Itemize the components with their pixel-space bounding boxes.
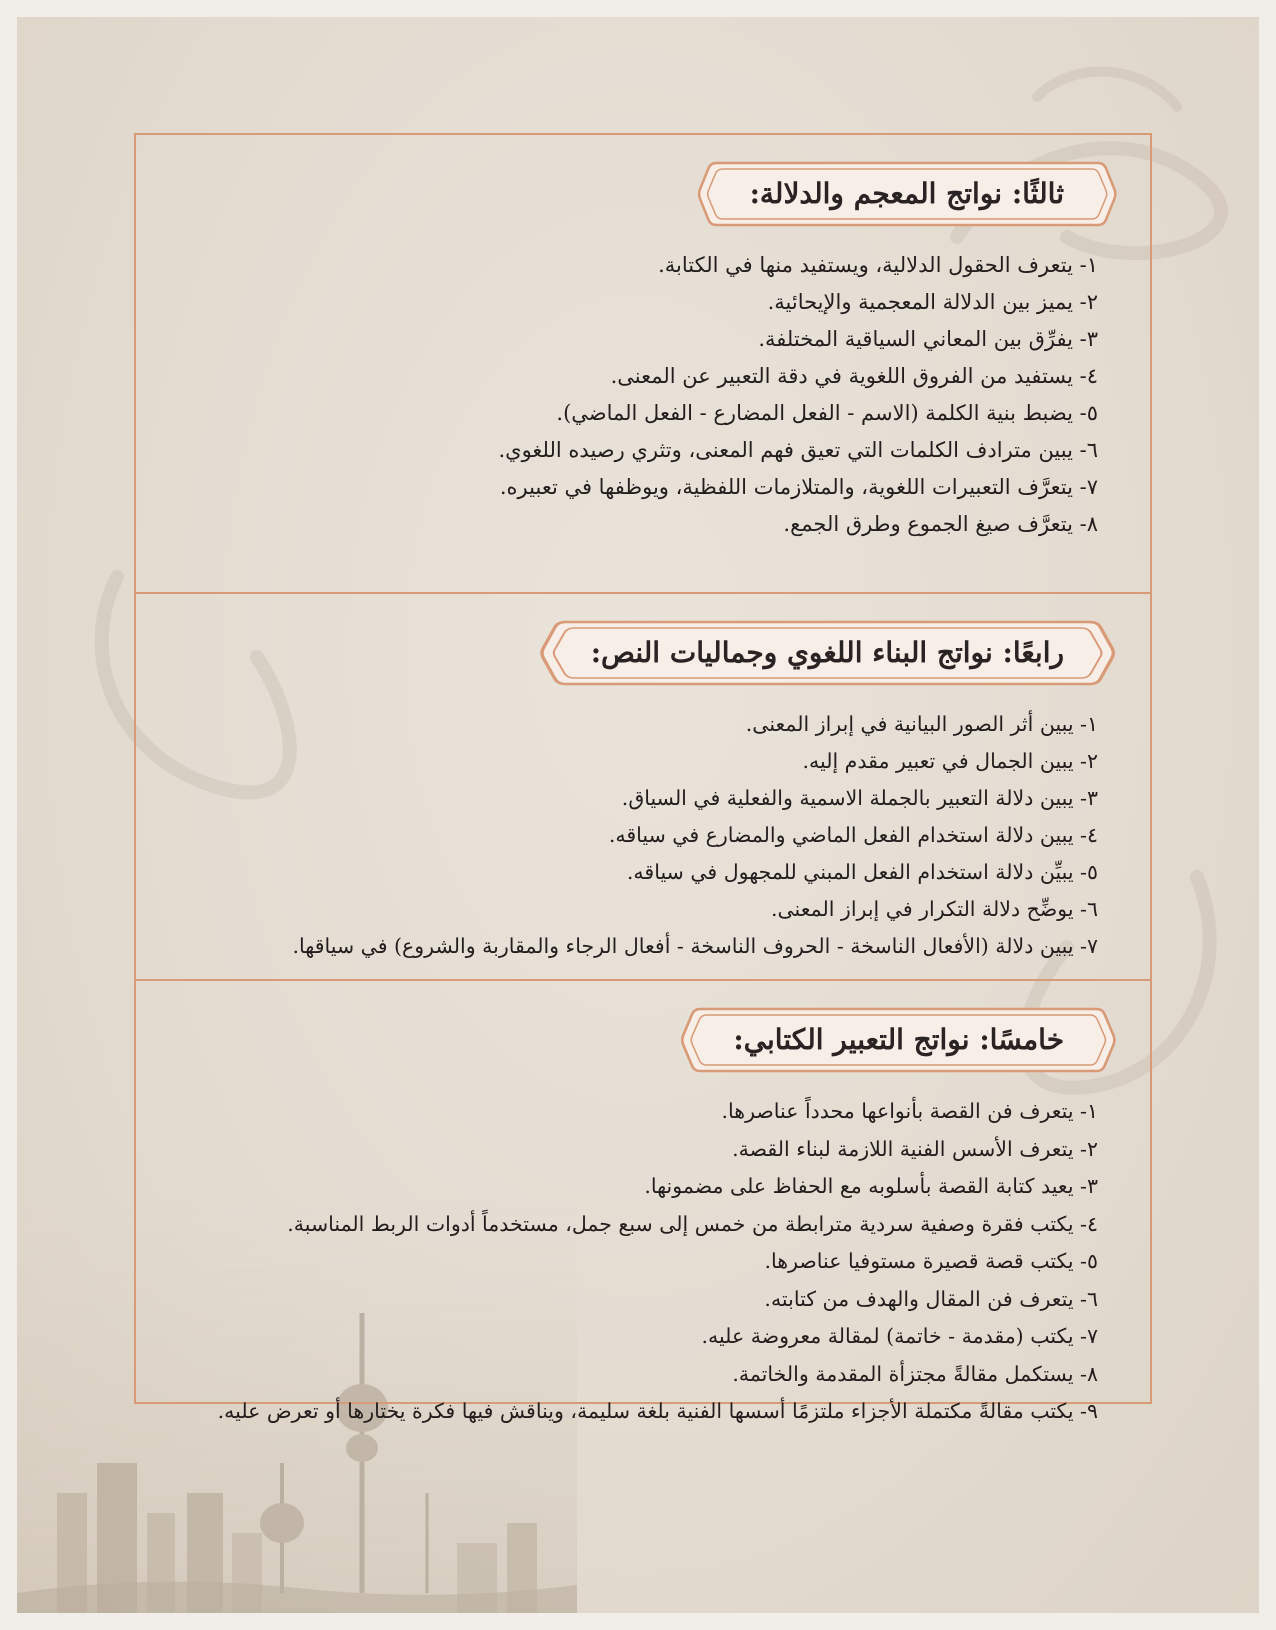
list-item: ٥- يضبط بنية الكلمة (الاسم - الفعل المضارع - الفعل الماضي). [556, 401, 1098, 425]
list-item: ٢- يتعرف الأسس الفنية اللازمة لبناء القصة. [732, 1136, 1098, 1161]
list-item: ٥- يكتب قصة قصيرة مستوفيا عناصرها. [764, 1249, 1098, 1273]
list-item: ١- يبين أثر الصور البيانية في إبراز المعنى. [745, 712, 1098, 736]
list-item: ٧- يكتب (مقدمة - خاتمة) لمقالة معروضة عليه. [701, 1324, 1098, 1348]
list-item: ٤- يكتب فقرة وصفية سردية مترابطة من خمس إلى سبع جمل، مستخدماً أدوات الربط المناسبة. [287, 1211, 1098, 1236]
list-item: ٩- يكتب مقالةً مكتملة الأجزاء ملتزمًا أسسها الفنية بلغة سليمة، ويناقش فيها فكرة يختارها أو تعرض عليه. [217, 1399, 1098, 1423]
list-item: ٥- يبيِّن دلالة استخدام الفعل المبني للمجهول في سياقه. [626, 860, 1098, 884]
list-item: ٣- يعيد كتابة القصة بأسلوبه مع الحفاظ على مضمونها. [644, 1174, 1098, 1198]
section-heading: رابعًا: نواتج البناء اللغوي وجماليات النص: [590, 636, 1064, 669]
list-item: ٣- يبين دلالة التعبير بالجملة الاسمية والفعلية في السياق. [621, 786, 1098, 810]
section-lexicon-semantics [136, 135, 1150, 592]
outcomes-list [156, 247, 1098, 543]
section-heading: خامسًا: نواتج التعبير الكتابي: [733, 1023, 1064, 1056]
list-item: ١- يتعرف الحقول الدلالية، ويستفيد منها في الكتابة. [658, 253, 1098, 277]
section-heading-badge [677, 1005, 1120, 1075]
list-item: ١- يتعرف فن القصة بأنواعها محدداً عناصرها. [721, 1099, 1098, 1123]
list-item: ٧- يبين دلالة (الأفعال الناسخة - الحروف الناسخة - أفعال الرجاء والمقاربة والشروع) في سياقها. [292, 934, 1098, 958]
section-heading-badge [694, 159, 1120, 229]
list-item: ٦- يبين مترادف الكلمات التي تعيق فهم المعنى، وتثري رصيده اللغوي. [498, 438, 1098, 462]
list-item: ٦- يوضِّح دلالة التكرار في إبراز المعنى. [770, 897, 1098, 921]
outcomes-frame [134, 133, 1152, 1423]
outcomes-list [156, 706, 1098, 965]
outcomes-list [156, 1093, 1098, 1431]
page-background [17, 17, 1259, 1613]
list-item: ٣- يفرِّق بين المعاني السياقية المختلفة. [758, 327, 1098, 351]
list-item: ٨- يتعرَّف صيغ الجموع وطرق الجمع. [783, 512, 1098, 536]
section-written-expression [136, 979, 1150, 1423]
list-item: ٦- يتعرف فن المقال والهدف من كتابته. [764, 1286, 1098, 1311]
list-item: ٧- يتعرَّف التعبيرات اللغوية، والمتلازمات اللفظية، ويوظفها في تعبيره. [499, 475, 1098, 499]
list-item: ٢- يميز بين الدلالة المعجمية والإيحائية. [767, 290, 1098, 314]
list-item: ٨- يستكمل مقالةً مجتزأة المقدمة والخاتمة. [732, 1361, 1098, 1386]
section-heading: ثالثًا: نواتج المعجم والدلالة: [749, 177, 1064, 210]
list-item: ٤- يبين دلالة استخدام الفعل الماضي والمضارع في سياقه. [608, 823, 1098, 847]
section-linguistic-structure-aesthetics [136, 592, 1150, 981]
section-heading-badge [535, 618, 1120, 688]
list-item: ٢- يبين الجمال في تعبير مقدم إليه. [802, 749, 1098, 773]
list-item: ٤- يستفيد من الفروق اللغوية في دقة التعبير عن المعنى. [610, 364, 1098, 388]
